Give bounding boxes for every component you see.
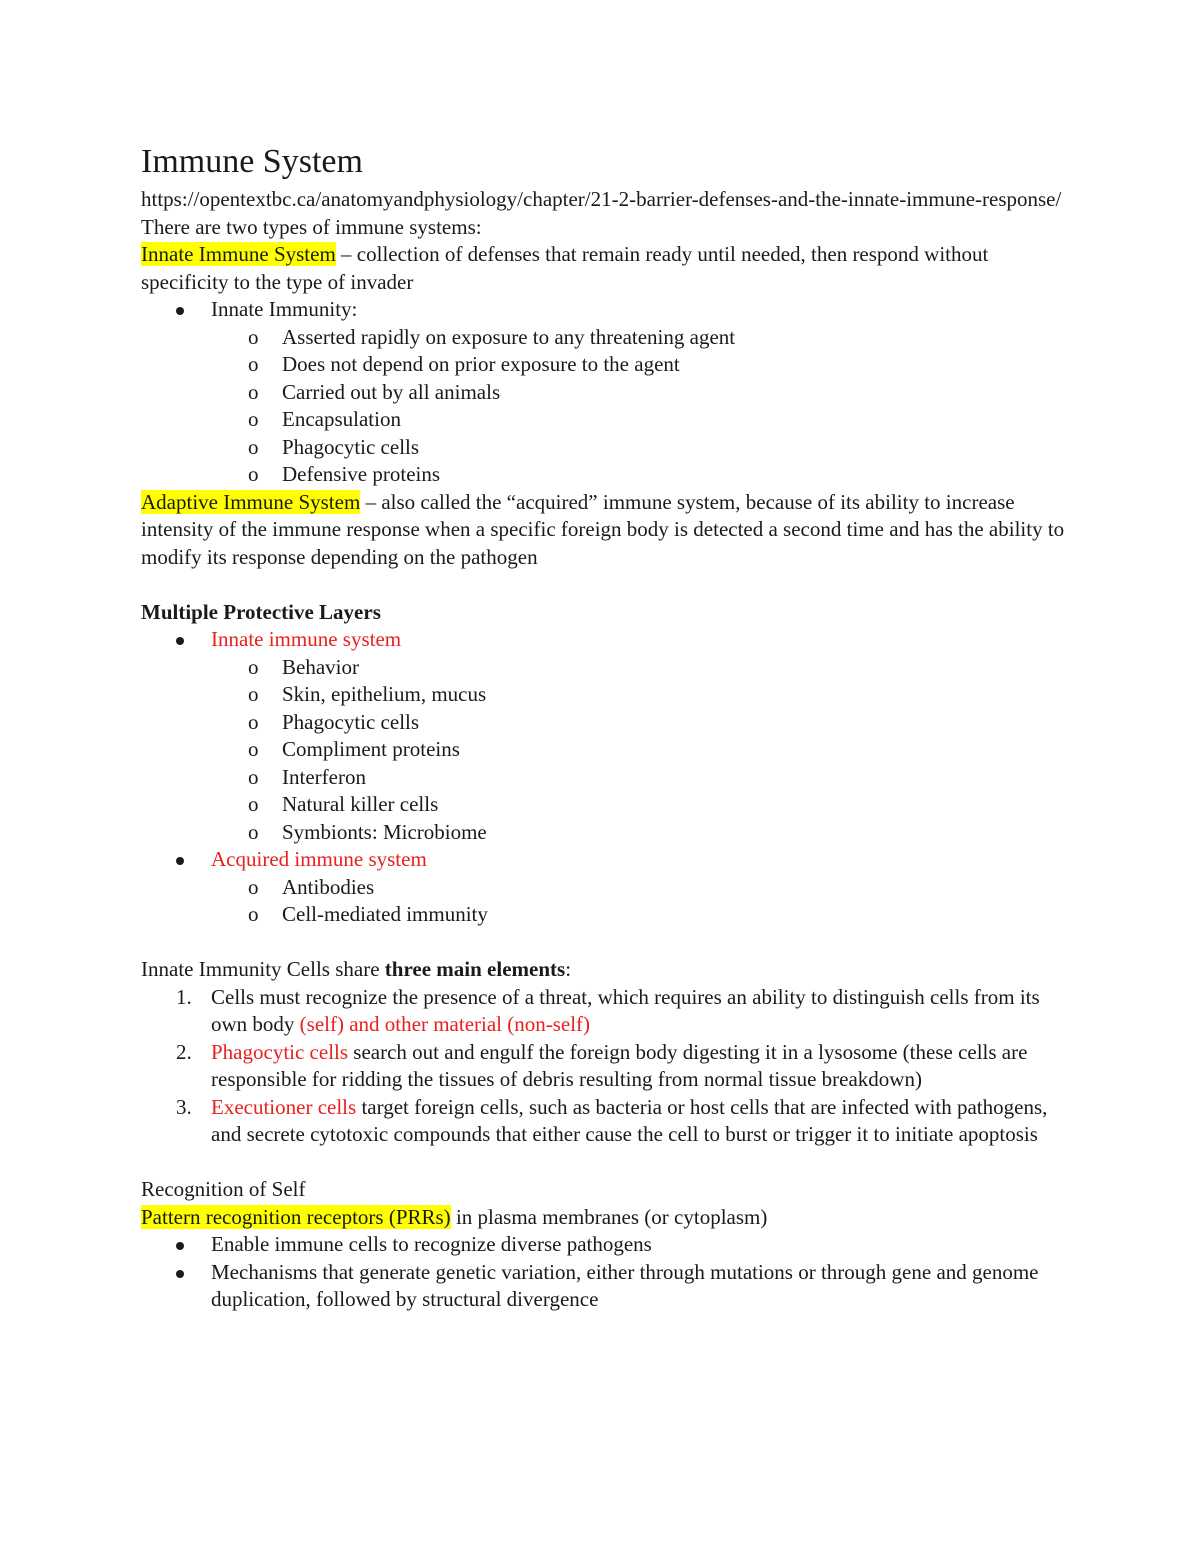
list-item: Mechanisms that generate genetic variation, either through mutations or through gene and genome duplication, followed by structural divergence	[141, 1259, 1071, 1314]
circle-bullet-icon: o	[248, 324, 259, 349]
circle-bullet-icon: o	[248, 902, 259, 926]
bullet-icon	[176, 307, 184, 315]
layers-list	[141, 626, 1071, 929]
circle-bullet-icon: o	[248, 434, 259, 459]
circle-bullet-icon: o	[248, 462, 259, 486]
numbered-item: 3. Executioner cells target foreign cells, such as bacteria or host cells that are infected with pathogens, and secrete cytotoxic compounds that either cause the cell to burst or trigger it to initiate apoptosis	[176, 1094, 1048, 1146]
intro-text: There are two types of immune systems:	[141, 214, 482, 239]
list-item: o Asserted rapidly on exposure to any threatening agent	[141, 324, 1071, 352]
circle-bullet-icon: o	[248, 764, 259, 789]
document-page	[141, 140, 1071, 1314]
bullet-icon	[176, 1270, 184, 1278]
prr-term: Pattern recognition receptors (PRRs)	[141, 1204, 451, 1229]
list-item: o Behavior	[141, 654, 1071, 682]
list-item: o Phagocytic cells	[141, 709, 1071, 737]
list-item: o Does not depend on prior exposure to the agent	[141, 351, 1071, 379]
circle-bullet-icon: o	[248, 352, 259, 376]
innate-definition-text: – collection of defenses that remain ready until needed, then respond without specificity to the type of invader	[141, 242, 989, 294]
numbered-item: 1. Cells must recognize the presence of a threat, which requires an ability to distinguish cells from its own body (self) and other material (non-self)	[176, 984, 1040, 1036]
elements-lead: Innate Immunity Cells share three main elements:	[141, 957, 572, 981]
adaptive-definition-text: – also called the “acquired” immune system, because of its ability to increase intensity of the immune response when a specific foreign body is detected a second time and has the ability to modify its response depending on the pathogen	[141, 489, 1065, 569]
bullet-icon	[176, 637, 184, 645]
page-title: Immune System	[141, 143, 363, 180]
adaptive-definition	[141, 489, 1071, 572]
circle-bullet-icon: o	[248, 874, 259, 899]
recognition-heading: Recognition of Self	[141, 1177, 306, 1201]
elements-list	[141, 984, 1071, 1149]
list-item: Acquired immune system	[141, 846, 1071, 874]
circle-bullet-icon: o	[248, 654, 259, 679]
list-item: o Skin, epithelium, mucus	[141, 681, 1071, 709]
list-item: o Interferon	[141, 764, 1071, 792]
innate-list	[141, 296, 1071, 489]
list-item: o Cell-mediated immunity	[141, 901, 1071, 929]
list-item: o Natural killer cells	[141, 791, 1071, 819]
list-item: o Defensive proteins	[141, 461, 1071, 489]
source-url: https://opentextbc.ca/anatomyandphysiology/chapter/21-2-barrier-defenses-and-the-innate-immune-response/	[141, 187, 1062, 211]
recognition-list	[141, 1231, 1071, 1314]
list-item: Innate Immunity:	[141, 296, 1071, 324]
circle-bullet-icon: o	[248, 407, 259, 431]
list-item: o Carried out by all animals	[141, 379, 1071, 407]
bullet-icon	[176, 1242, 184, 1250]
list-item: o Encapsulation	[141, 406, 1071, 434]
list-item: o Symbionts: Microbiome	[141, 819, 1071, 847]
circle-bullet-icon: o	[248, 379, 259, 404]
list-item: o Phagocytic cells	[141, 434, 1071, 462]
recognition-definition: Pattern recognition receptors (PRRs) in plasma membranes (or cytoplasm)	[141, 1204, 768, 1229]
circle-bullet-icon: o	[248, 737, 259, 761]
list-item: Enable immune cells to recognize diverse pathogens	[141, 1231, 1071, 1259]
circle-bullet-icon: o	[248, 819, 259, 844]
adaptive-term: Adaptive Immune System	[141, 489, 361, 514]
circle-bullet-icon: o	[248, 792, 259, 816]
innate-term: Innate Immune System	[141, 242, 336, 266]
list-item: o Compliment proteins	[141, 736, 1071, 764]
list-item: Innate immune system	[141, 626, 1071, 654]
numbered-item: 2. Phagocytic cells search out and engulf the foreign body digesting it in a lysosome (these cells are responsible for ridding the tissues of debris resulting from normal tissue breakdown)	[176, 1039, 1028, 1091]
circle-bullet-icon: o	[248, 709, 259, 734]
innate-definition	[141, 241, 1071, 296]
circle-bullet-icon: o	[248, 682, 259, 706]
list-item: o Antibodies	[141, 874, 1071, 902]
bullet-icon	[176, 857, 184, 865]
layers-heading: Multiple Protective Layers	[141, 599, 381, 624]
